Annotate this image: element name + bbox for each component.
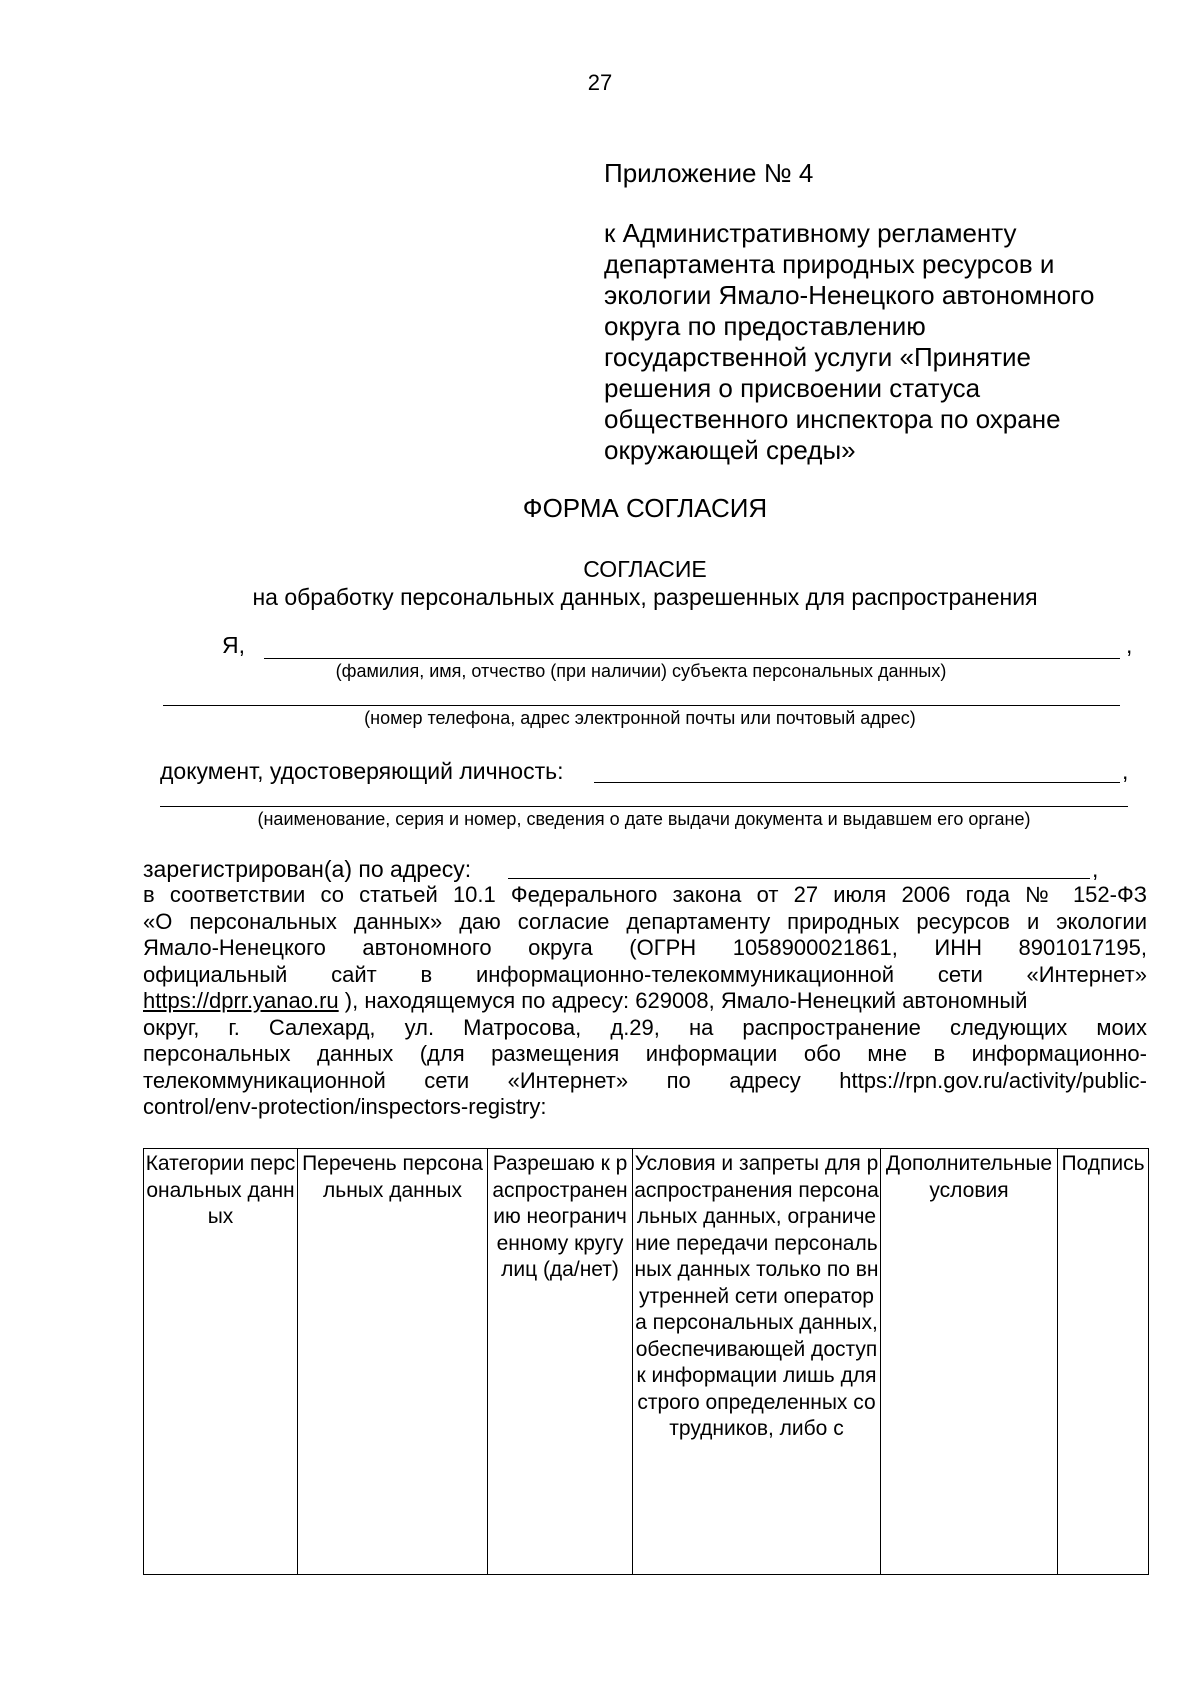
annex-line: департамента природных ресурсов и xyxy=(604,249,1055,279)
form-title: ФОРМА СОГЛАСИЯ xyxy=(522,493,768,523)
header-signature: Подпись xyxy=(1058,1149,1149,1575)
header-list: Перечень персональных данных xyxy=(298,1149,488,1575)
fio-hint: (фамилия, имя, отчество (при наличии) субъекта персональных данных) xyxy=(335,661,947,681)
fio-comma: , xyxy=(1126,632,1133,658)
contact-field[interactable] xyxy=(163,705,1120,706)
page-number: 27 xyxy=(587,70,613,95)
consent-title: СОГЛАСИЕ xyxy=(583,556,707,582)
paragraph-line: в соответствии со статьей 10.1 Федерального закона от 27 июля 2006 года № 152-ФЗ xyxy=(143,882,1147,907)
address-comma: , xyxy=(1092,856,1099,882)
paragraph-line: телекоммуникационной сети «Интернет» по адресу https://rpn.gov.ru/activity/public- xyxy=(143,1067,1147,1093)
paragraph-line: округ, г. Салехард, ул. Матросова, д.29, на распространение следующих моих xyxy=(143,1014,1147,1040)
address-field[interactable] xyxy=(508,878,1090,879)
paragraph-line: персональных данных (для размещения информации обо мне в информационно- xyxy=(143,1041,1147,1066)
paragraph-line: control/env-protection/inspectors-registry: xyxy=(143,1094,547,1119)
header-conditions: Условия и запреты для распространения персональных данных, ограничение передачи персональных данных только по внутренней сети оператора персональных данных, обеспечивающей доступ к информации лишь для строго определенных сотрудников, либо с xyxy=(633,1149,881,1575)
annex-line: государственной услуги «Принятие xyxy=(604,342,1031,372)
permissions-table xyxy=(143,1148,1149,1575)
annex-line: окружающей среды» xyxy=(604,435,856,465)
table-header-row xyxy=(144,1149,1149,1575)
annex-title: Приложение № 4 xyxy=(604,158,814,188)
fio-field[interactable] xyxy=(264,658,1120,659)
annex-line: округа по предоставлению xyxy=(604,311,926,341)
paragraph-line: официальный сайт в информационно-телекоммуникационной сети «Интернет» xyxy=(143,961,1147,987)
annex-line: экологии Ямало-Ненецкого автономного xyxy=(604,280,1095,310)
paragraph-line xyxy=(143,988,1147,1015)
annex-line: решения о присвоении статуса xyxy=(604,373,981,403)
header-categories: Категории персональных данных xyxy=(144,1149,298,1575)
header-permission: Разрешаю к распространению неограниченному кругу лиц (да/нет) xyxy=(488,1149,633,1575)
dprr-link[interactable]: https://dprr.yanao.ru xyxy=(143,988,339,1013)
header-additional: Дополнительные условия xyxy=(881,1149,1058,1575)
paragraph-line-rest: ), находящемуся по адресу: 629008, Ямало-Ненецкий автономный xyxy=(338,988,1028,1013)
annex-description xyxy=(604,218,1174,466)
id-doc-field[interactable] xyxy=(594,782,1120,783)
consent-subtitle: на обработку персональных данных, разрешенных для распространения xyxy=(252,584,1038,610)
paragraph-line: Ямало-Ненецкого автономного округа (ОГРН 1058900021861, ИНН 8901017195, xyxy=(143,935,1147,960)
address-label: зарегистрирован(а) по адресу: xyxy=(143,856,472,882)
consent-paragraph xyxy=(143,882,1147,1121)
id-doc-label: документ, удостоверяющий личность: xyxy=(160,758,564,784)
id-doc-comma: , xyxy=(1122,758,1129,784)
contact-hint: (номер телефона, адрес электронной почты или почтовый адрес) xyxy=(364,708,916,728)
annex-line: к Административному регламенту xyxy=(604,218,1017,248)
id-doc-hint: (наименование, серия и номер, сведения о дате выдачи документа и выдавшем его органе) xyxy=(257,809,1031,829)
id-doc-details-field[interactable] xyxy=(160,806,1128,807)
fio-prefix: Я, xyxy=(222,632,245,658)
paragraph-line: «О персональных данных» даю согласие департаменту природных ресурсов и экологии xyxy=(143,908,1147,934)
annex-line: общественного инспектора по охране xyxy=(604,404,1061,434)
